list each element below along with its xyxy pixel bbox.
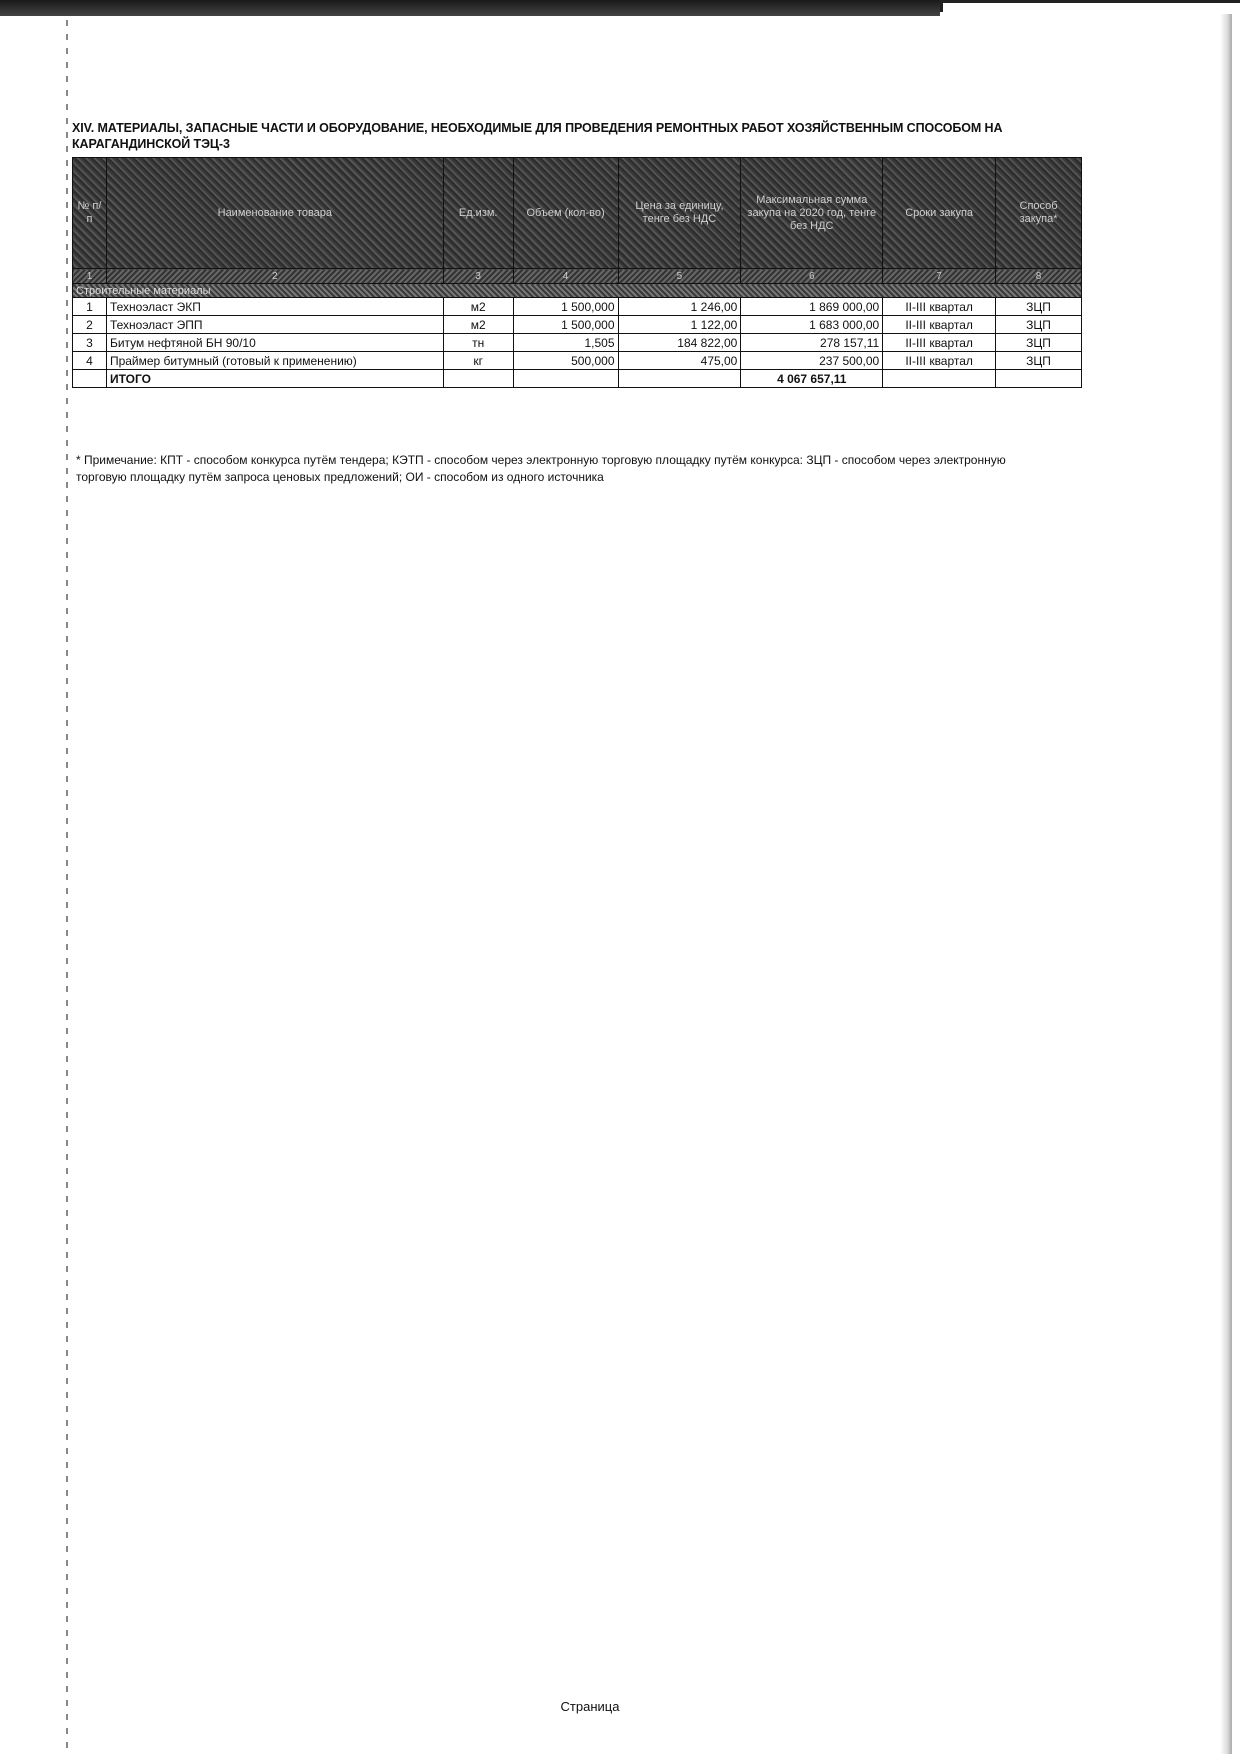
total-label: ИТОГО [106,370,443,388]
item-period: II-III квартал [883,352,996,370]
header-cell: Способ закупа* [996,158,1082,269]
item-qty: 1 500,000 [513,316,618,334]
item-method: ЗЦП [996,316,1082,334]
row-number: 1 [73,298,107,316]
item-unit: м2 [443,298,513,316]
column-number: 4 [513,269,618,284]
column-number: 8 [996,269,1082,284]
column-number: 2 [106,269,443,284]
table-row [73,334,1082,352]
header-cell: Объем (кол-во) [513,158,618,269]
row-number: 3 [73,334,107,352]
materials-table [72,157,1082,388]
row-number: 2 [73,316,107,334]
scan-edge-top [0,0,940,16]
row-number: 4 [73,352,107,370]
item-sum: 1 683 000,00 [741,316,883,334]
item-unit: тн [443,334,513,352]
column-number-row [73,269,1082,284]
item-price: 184 822,00 [618,334,741,352]
item-unit: кг [443,352,513,370]
item-sum: 278 157,11 [741,334,883,352]
item-sum: 1 869 000,00 [741,298,883,316]
page-footer: Страница [560,1699,620,1714]
item-method: ЗЦП [996,352,1082,370]
column-number: 1 [73,269,107,284]
column-number: 3 [443,269,513,284]
item-name: Техноэласт ЭКП [106,298,443,316]
header-cell: Сроки закупа [883,158,996,269]
section-label: Строительные материалы [73,284,1082,298]
scan-edge-right [1220,14,1232,1754]
item-unit: м2 [443,316,513,334]
header-cell: Цена за единицу, тенге без НДС [618,158,741,269]
document-title: XIV. МАТЕРИАЛЫ, ЗАПАСНЫЕ ЧАСТИ И ОБОРУДОВАНИЕ, НЕОБХОДИМЫЕ ДЛЯ ПРОВЕДЕНИЯ РЕМОНТНЫХ РАБОТ ХОЗЯЙСТВЕННЫМ СПОСОБОМ НА КАРАГАНДИНСКОЙ ТЭЦ-3 [72,121,1003,151]
item-name: Праймер битумный (готовый к применению) [106,352,443,370]
item-qty: 1,505 [513,334,618,352]
header-cell: Наименование товара [106,158,443,269]
item-name: Битум нефтяной БН 90/10 [106,334,443,352]
item-price: 475,00 [618,352,741,370]
total-row [73,370,1082,388]
scan-edge-left [66,20,68,1750]
item-qty: 500,000 [513,352,618,370]
item-period: II-III квартал [883,316,996,334]
column-number: 5 [618,269,741,284]
item-price: 1 246,00 [618,298,741,316]
item-period: II-III квартал [883,298,996,316]
header-cell: Максимальная сумма закупа на 2020 год, тенге без НДС [741,158,883,269]
item-method: ЗЦП [996,334,1082,352]
section-row [73,284,1082,298]
total-sum: 4 067 657,11 [741,370,883,388]
column-number: 7 [883,269,996,284]
header-cell: № п/п [73,158,107,269]
table-row [73,352,1082,370]
footnote: * Примечание: КПТ - способом конкурса путём тендера; КЭТП - способом через электронную торговую площадку путём конкурса: ЗЦП - способом через электронную торговую площадку путём запроса ценовых предложений; ОИ - способом из одного источника [76,453,1006,484]
scan-edge-corner [940,0,1240,12]
table-row [73,316,1082,334]
table-header-row [73,158,1082,269]
table-row [73,298,1082,316]
item-name: Техноэласт ЭПП [106,316,443,334]
item-qty: 1 500,000 [513,298,618,316]
item-period: II-III квартал [883,334,996,352]
item-sum: 237 500,00 [741,352,883,370]
item-price: 1 122,00 [618,316,741,334]
item-method: ЗЦП [996,298,1082,316]
column-number: 6 [741,269,883,284]
header-cell: Ед.изм. [443,158,513,269]
